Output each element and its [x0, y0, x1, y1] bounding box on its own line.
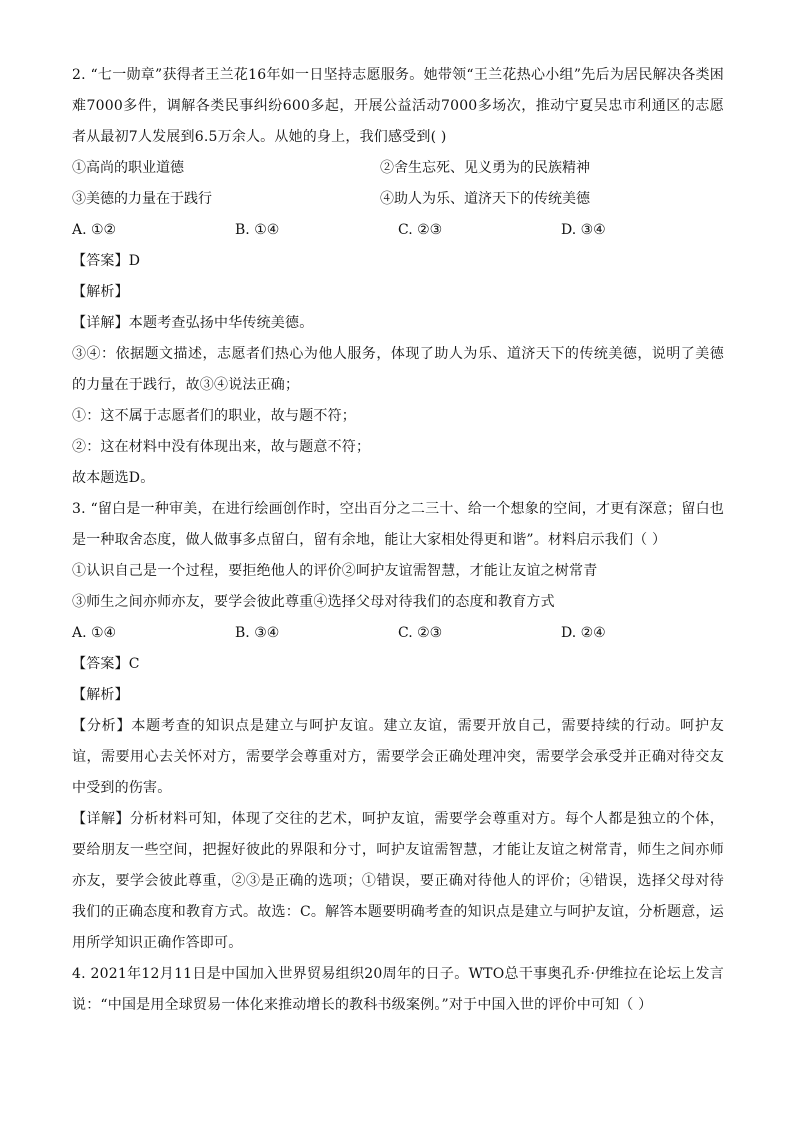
question-2-options: [72, 215, 724, 246]
question-2-statements-row-2: [72, 184, 724, 215]
question-2-statement-2: ②舍生忘死、见义勇为的民族精神: [380, 160, 590, 176]
question-2-option-a: A. ①②: [72, 222, 117, 238]
question-3-option-a: A. ①④: [72, 625, 117, 641]
question-3-option-d: D. ②④: [561, 625, 606, 641]
question-2-detail-line-1: 【详解】本题考查弘扬中华传统美德。: [72, 315, 314, 331]
question-2-statement-4: ④助人为乐、道济天下的传统美德: [380, 191, 590, 207]
question-2-answer: 【答案】D: [72, 253, 141, 269]
question-2-option-b: B. ①④: [235, 222, 280, 238]
question-3-stem: 3. “留白是一种审美，在进行绘画创作时，空出百分之二三十、给一个想象的空间，才更有深意；留白也是一种取舍态度，做人做事多点留白，留有余地，能让大家相处得更和谐”。材料启示我们（ ）: [72, 501, 724, 548]
question-3-analysis-label: 【解析】: [72, 687, 129, 703]
question-3-statements-line-1: ①认识自己是一个过程，要拒绝他人的评价②呵护友谊需智慧，才能让友谊之树常青: [72, 563, 598, 579]
question-2-statements-row-1: [72, 153, 724, 184]
question-3-statements-line-2: ③师生之间亦师亦友，要学会彼此尊重④选择父母对待我们的态度和教育方式: [72, 594, 555, 610]
question-2-detail-line-2: ③④：依据题文描述，志愿者们热心为他人服务，体现了助人为乐、道济天下的传统美德，说明了美德的力量在于践行，故③④说法正确；: [72, 346, 724, 393]
question-2-detail-line-3: ①：这不属于志愿者们的职业，故与题不符；: [72, 408, 356, 424]
question-2-statement-3: ③美德的力量在于践行: [72, 191, 212, 207]
question-2-detail-line-5: 故本题选D。: [72, 470, 155, 486]
document-content: [72, 60, 724, 1021]
question-3-answer: 【答案】C: [72, 656, 140, 672]
question-2-detail-line-4: ②：这在材料中没有体现出来，故与题意不符；: [72, 439, 371, 455]
question-3-options: [72, 618, 724, 649]
question-2-analysis-label: 【解析】: [72, 284, 129, 300]
question-2-option-d: D. ③④: [561, 222, 606, 238]
question-2-statement-1: ①高尚的职业道德: [72, 160, 184, 176]
question-3-option-b: B. ③④: [235, 625, 280, 641]
question-2-option-c: C. ②③: [398, 222, 443, 238]
question-3-option-c: C. ②③: [398, 625, 443, 641]
question-3-xiangjie: 【详解】分析材料可知，体现了交往的艺术，呵护友谊，需要学会尊重对方。每个人都是独立的个体，要给朋友一些空间，把握好彼此的界限和分寸，呵护友谊需智慧，才能让友谊之树常青，师生之间亦师亦友，要学会彼此尊重，②③是正确的选项；①错误，要正确对待他人的评价；④错误，选择父母对待我们的正确态度和教育方式。故选：C。解答本题要明确考查的知识点是建立与呵护友谊，分析题意，运用所学知识正确作答即可。: [72, 811, 724, 951]
question-2-stem: 2. “七一勋章”获得者王兰花16年如一日坚持志愿服务。她带领“王兰花热心小组”先后为居民解决各类困难7000多件，调解各类民事纠纷600多起，开展公益活动7000多场次，推动宁夏吴忠市利通区的志愿者从最初7人发展到6.5万余人。从她的身上，我们感受到( ): [72, 67, 724, 145]
question-4-stem: 4. 2021年12月11日是中国加入世界贸易组织20周年的日子。WTO总干事奥孔乔·伊维拉在论坛上发言说：“中国是用全球贸易一体化来推动增长的教科书级案例。”对于中国入世的评价中可知（ ）: [72, 966, 724, 1013]
question-3-fenxi: 【分析】本题考查的知识点是建立与呵护友谊。建立友谊，需要开放自己，需要持续的行动。呵护友谊，需要用心去关怀对方，需要学会尊重对方，需要学会正确处理冲突，需要学会承受并正确对待交友中受到的伤害。: [72, 718, 724, 796]
